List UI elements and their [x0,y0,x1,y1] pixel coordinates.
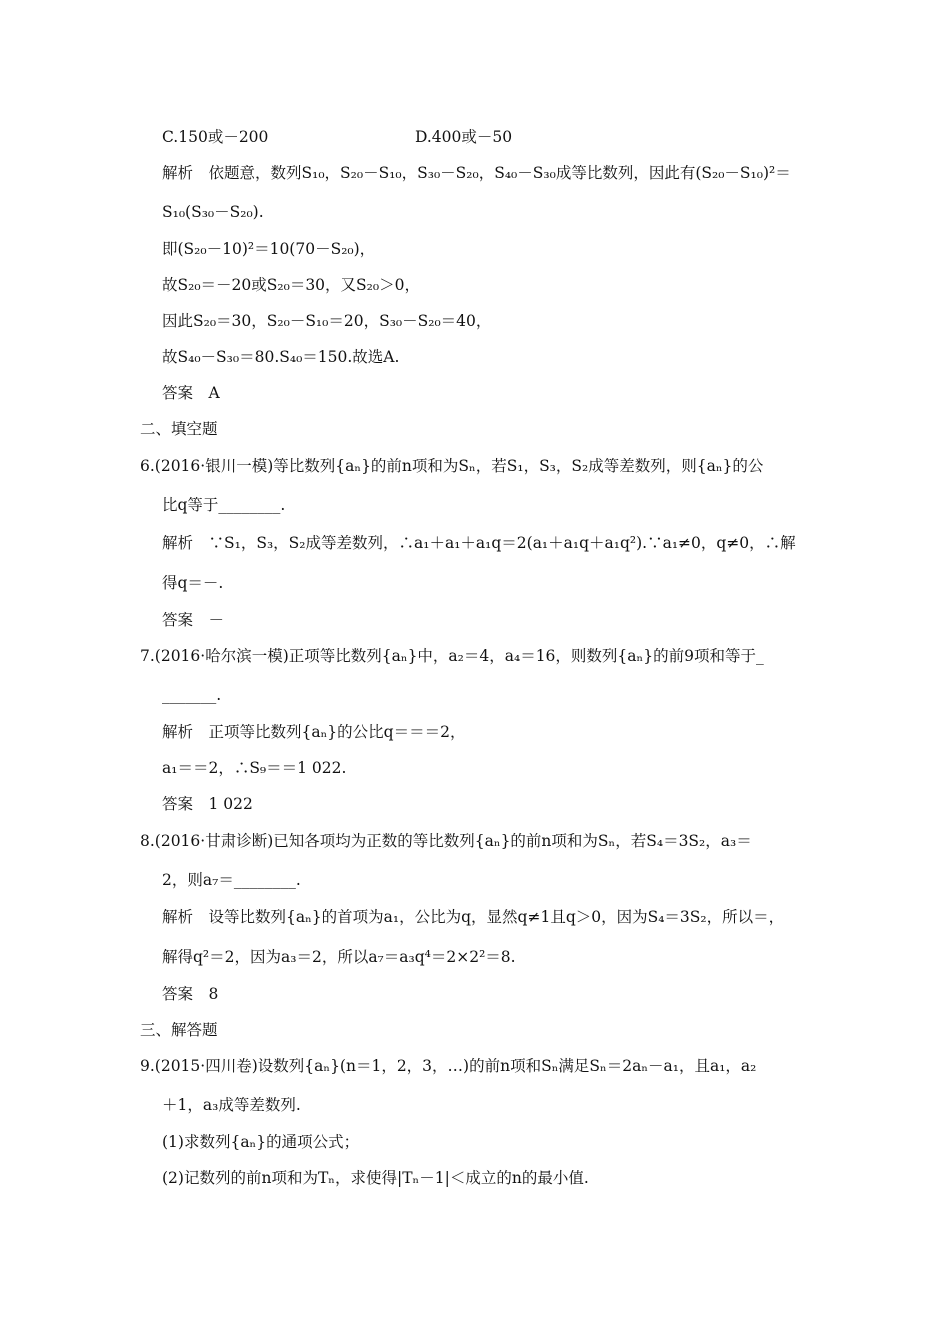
question-8: 8.(2016·甘肃诊断)已知各项均为正数的等比数列{aₙ}的前n项和为Sₙ，若S₄＝3S₂，a₃＝ [140,832,752,850]
answer-line: 答案 1 022 [162,795,253,813]
answer-line: 答案 A [162,384,220,402]
question-6: 6.(2016·银川一模)等比数列{aₙ}的前n项和为Sₙ，若S₁，S₃，S₂成等差数列，则{aₙ}的公 [140,457,764,475]
section-heading: 二、填空题 [140,420,218,438]
question-6-cont: 比q等于________. [162,496,286,514]
question-7-cont: _______. [162,686,222,704]
solution-line: 得q＝－. [162,574,224,592]
question-9-cont: ＋1，a₃成等差数列. [162,1096,301,1114]
option-c: C.150或－200 [162,128,269,146]
question-8-cont: 2，则a₇＝________. [162,871,301,889]
answer-line: 答案 － [162,611,225,629]
section-heading: 三、解答题 [140,1021,218,1039]
solution-line: 解析 ∵S₁，S₃，S₂成等差数列，∴a₁＋a₁＋a₁q＝2(a₁＋a₁q＋a₁q²).∵a₁≠0，q≠0，∴解 [162,534,796,552]
solution-line: 即(S₂₀－10)²＝10(70－S₂₀)， [162,240,376,258]
answer-line: 答案 8 [162,985,219,1003]
solution-line: a₁＝＝2，∴S₉＝＝1 022. [162,759,347,777]
solution-line: 因此S₂₀＝30，S₂₀－S₁₀＝20，S₃₀－S₂₀＝40， [162,312,492,330]
question-9: 9.(2015·四川卷)设数列{aₙ}(n＝1，2，3，…)的前n项和Sₙ满足Sₙ＝2aₙ－a₁，且a₁，a₂ [140,1057,757,1075]
solution-line: 故S₄₀－S₃₀＝80.S₄₀＝150.故选A. [162,348,400,366]
solution-line: 解析 设等比数列{aₙ}的首项为a₁，公比为q，显然q≠1且q＞0，因为S₄＝3S₂，所以＝， [162,908,785,926]
question-9-part-2: (2)记数列的前n项和为Tₙ，求使得|Tₙ－1|＜成立的n的最小值. [162,1169,589,1187]
option-d: D.400或－50 [415,128,513,146]
solution-line: 解析 依题意，数列S₁₀，S₂₀－S₁₀，S₃₀－S₂₀，S₄₀－S₃₀成等比数列，因此有(S₂₀－S₁₀)²＝ [162,164,791,182]
solution-line: 故S₂₀＝－20或S₂₀＝30，又S₂₀＞0， [162,276,420,294]
question-7: 7.(2016·哈尔滨一模)正项等比数列{aₙ}中，a₂＝4，a₄＝16，则数列{aₙ}的前9项和等于_ [140,647,764,665]
solution-line: 解得q²＝2，因为a₃＝2，所以a₇＝a₃q⁴＝2×2²＝8. [162,948,516,966]
question-9-part-1: (1)求数列{aₙ}的通项公式； [162,1133,360,1151]
solution-line: 解析 正项等比数列{aₙ}的公比q＝＝＝2， [162,723,466,741]
solution-line: S₁₀(S₃₀－S₂₀). [162,203,264,221]
